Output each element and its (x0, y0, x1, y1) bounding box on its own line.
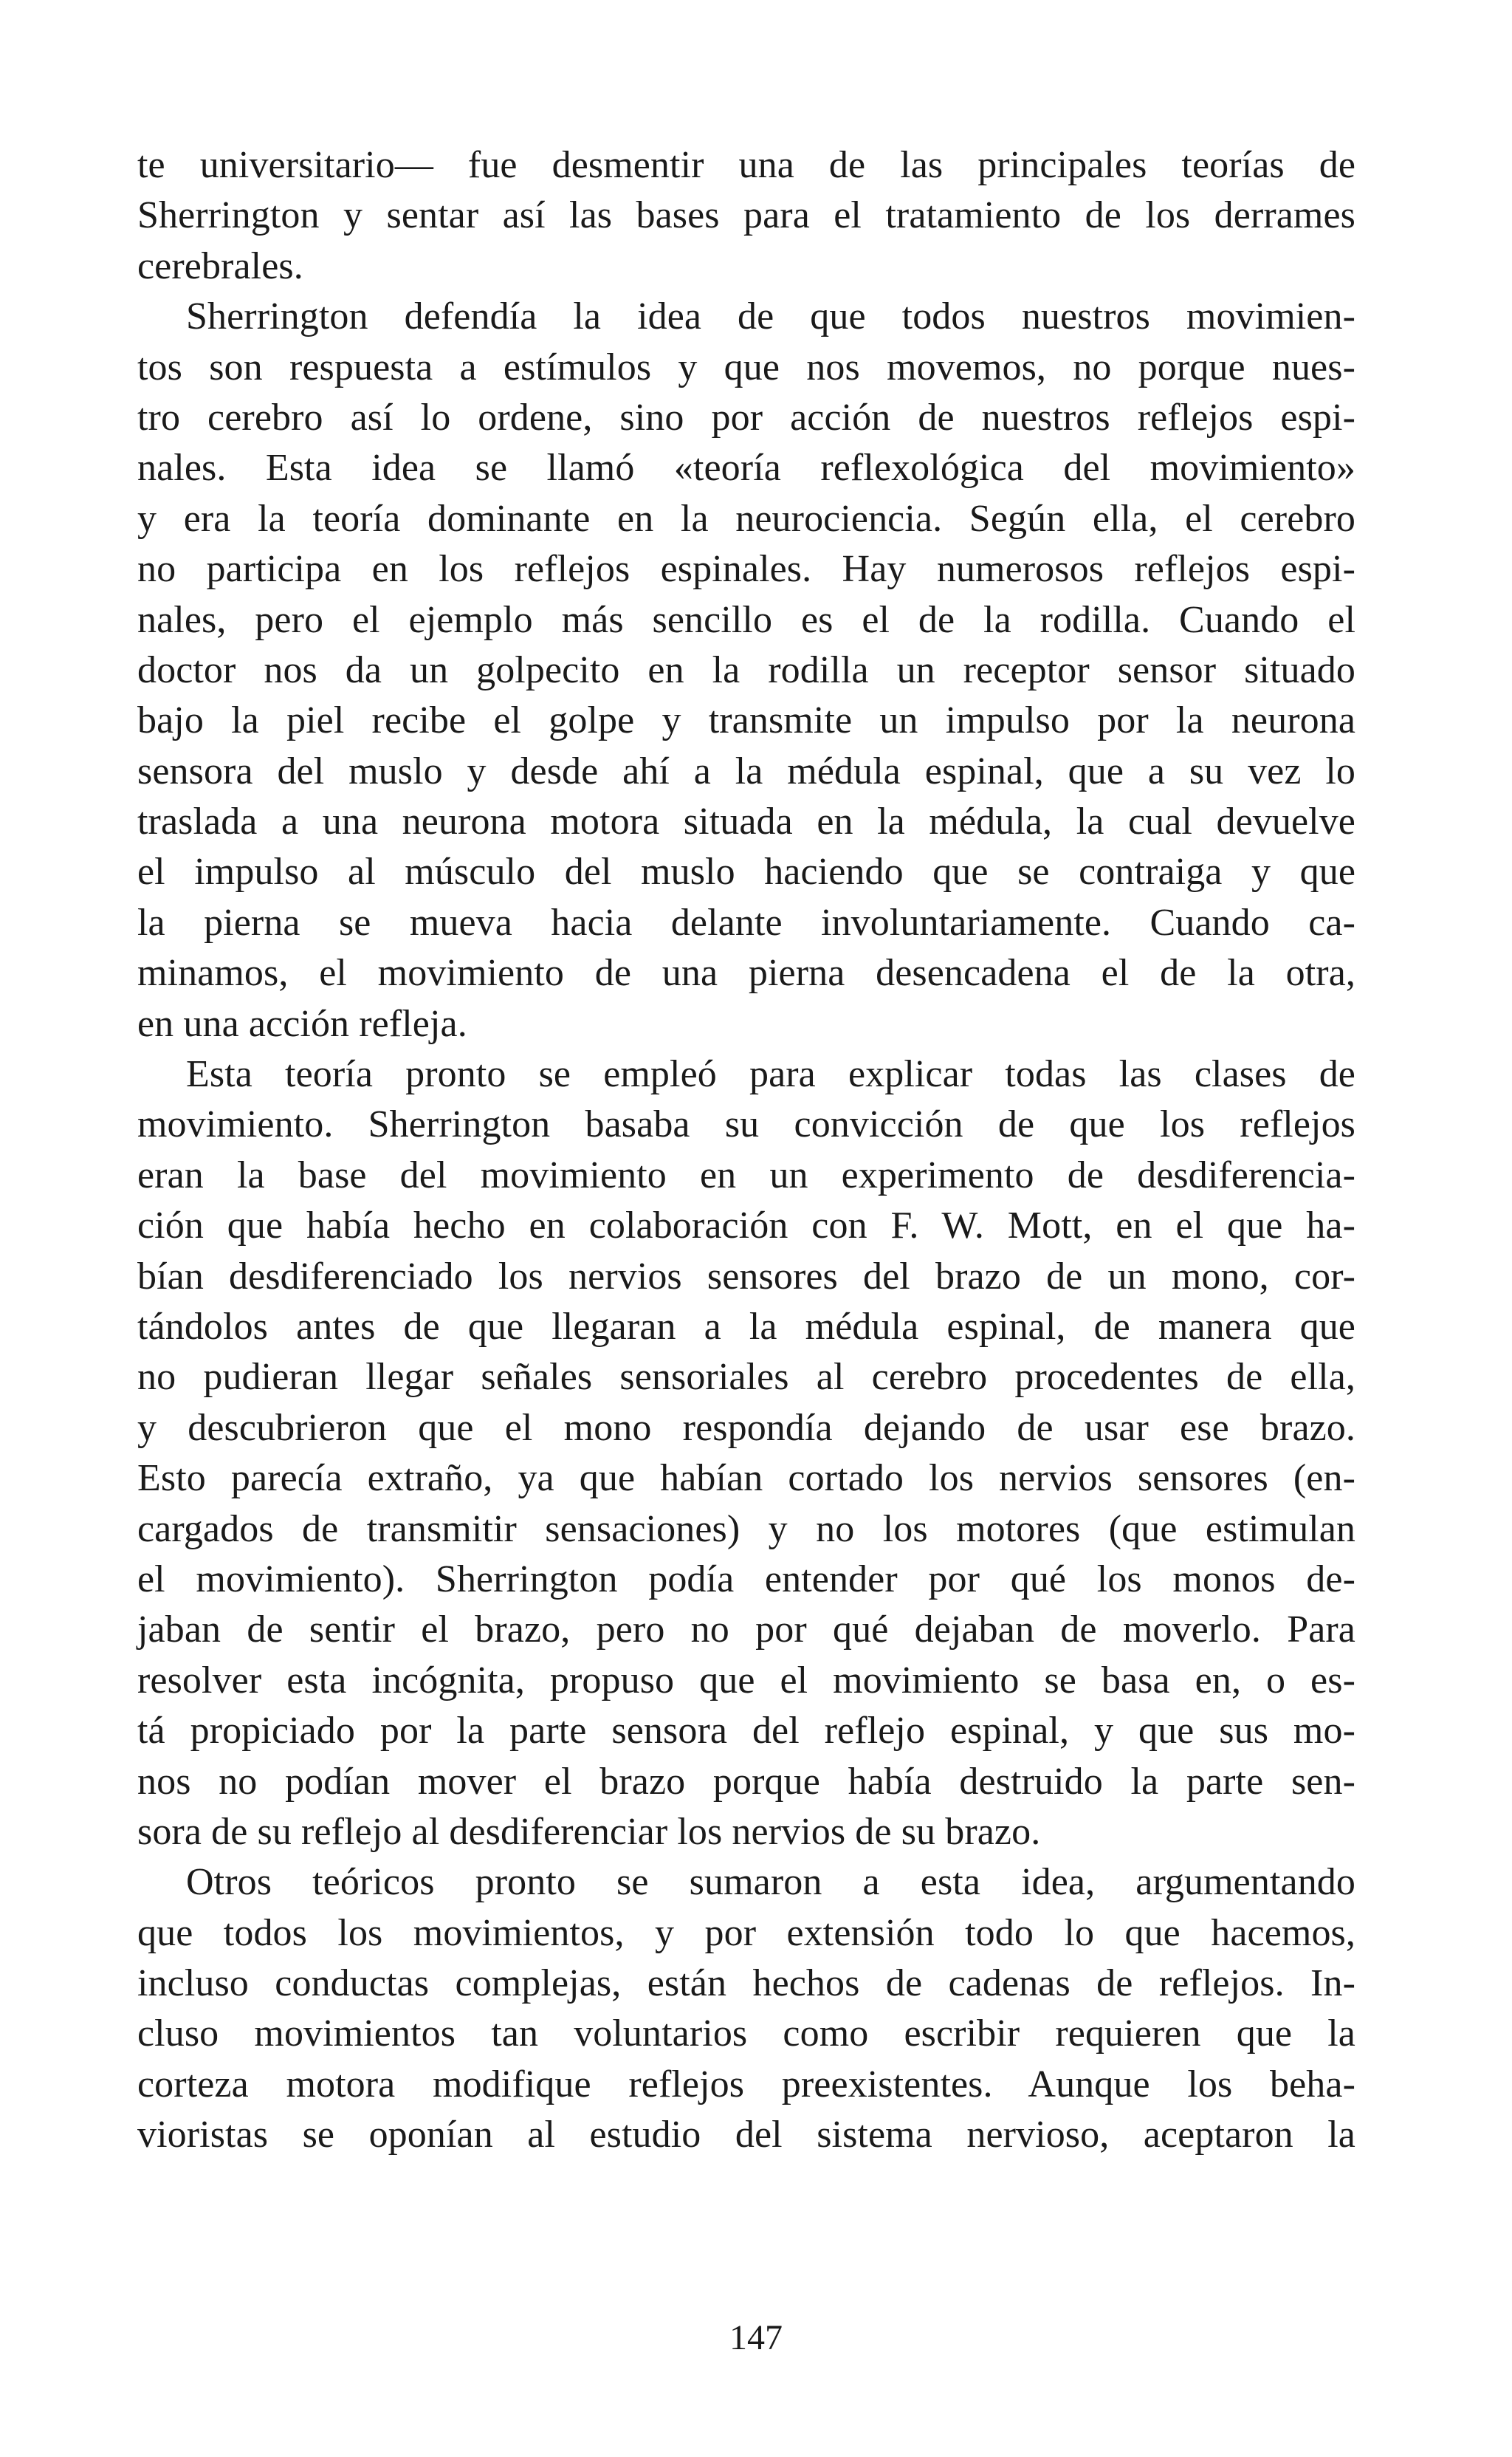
text-line: Sherrington defendía la idea de que todos nuestros movimien- (186, 295, 1355, 338)
text-line: Esto parecía extraño, ya que habían cortado los nervios sensores (en- (137, 1457, 1355, 1500)
text-line: la pierna se mueva hacia delante involuntariamente. Cuando ca- (137, 901, 1355, 944)
text-line: y descubrieron que el mono respondía dejando de usar ese brazo. (137, 1406, 1355, 1449)
text-line: nales, pero el ejemplo más sencillo es el de la rodilla. Cuando el (137, 598, 1355, 641)
text-line: bían desdiferenciado los nervios sensores del brazo de un mono, cor- (137, 1255, 1355, 1298)
text-line: nos no podían mover el brazo porque había destruido la parte sen- (137, 1760, 1355, 1803)
text-line: movimiento. Sherrington basaba su convicción de que los reflejos (137, 1103, 1355, 1146)
text-line: cargados de transmitir sensaciones) y no los motores (que estimulan (137, 1507, 1355, 1550)
text-line: sora de su reflejo al desdiferenciar los nervios de su brazo. (137, 1810, 1041, 1853)
book-page-body (137, 140, 1355, 2161)
text-line: Sherrington y sentar así las bases para el tratamiento de los derrames (137, 194, 1355, 237)
text-line: el movimiento). Sherrington podía entender por qué los monos de- (137, 1558, 1355, 1600)
text-line: corteza motora modifique reflejos preexistentes. Aunque los beha- (137, 2063, 1355, 2105)
text-line: tá propiciado por la parte sensora del reflejo espinal, y que sus mo- (137, 1710, 1355, 1752)
text-line: traslada a una neurona motora situada en la médula, la cual devuelve (137, 801, 1355, 843)
text-line: Esta teoría pronto se empleó para explicar todas las clases de (186, 1053, 1355, 1096)
text-line: nales. Esta idea se llamó «teoría reflexológica del movimiento» (137, 447, 1355, 490)
text-line: eran la base del movimiento en un experimento de desdiferencia- (137, 1154, 1355, 1196)
text-line: Otros teóricos pronto se sumaron a esta idea, argumentando (186, 1861, 1355, 1904)
text-line: jaban de sentir el brazo, pero no por qué dejaban de moverlo. Para (137, 1608, 1355, 1651)
text-line: en una acción refleja. (137, 1002, 467, 1045)
text-line: vioristas se oponían al estudio del sistema nervioso, aceptaron la (137, 2114, 1355, 2156)
text-line: bajo la piel recibe el golpe y transmite un impulso por la neurona (137, 699, 1355, 742)
text-line: no pudieran llegar señales sensoriales al cerebro procedentes de ella, (137, 1356, 1355, 1399)
text-line: cluso movimientos tan voluntarios como escribir requieren que la (137, 2012, 1355, 2055)
text-line: tos son respuesta a estímulos y que nos movemos, no porque nues- (137, 346, 1355, 388)
page-number: 147 (729, 2318, 783, 2357)
text-line: tándolos antes de que llegaran a la médula espinal, de manera que (137, 1305, 1355, 1348)
text-line: sensora del muslo y desde ahí a la médula espinal, que a su vez lo (137, 750, 1355, 792)
text-line: y era la teoría dominante en la neurociencia. Según ella, el cerebro (137, 497, 1355, 540)
text-line: minamos, el movimiento de una pierna desencadena el de la otra, (137, 952, 1355, 995)
text-line: no participa en los reflejos espinales. Hay numerosos reflejos espi- (137, 548, 1355, 591)
text-line: el impulso al músculo del muslo haciendo que se contraiga y que (137, 851, 1355, 894)
text-line: te universitario— fue desmentir una de las principales teorías de (137, 144, 1355, 186)
text-line: ción que había hecho en colaboración con F. W. Mott, en el que ha- (137, 1204, 1355, 1247)
text-line: resolver esta incógnita, propuso que el movimiento se basa en, o es- (137, 1659, 1355, 1702)
text-line: doctor nos da un golpecito en la rodilla un receptor sensor situado (137, 648, 1355, 691)
text-line: que todos los movimientos, y por extensión todo lo que hacemos, (137, 1911, 1355, 1954)
text-line: tro cerebro así lo ordene, sino por acción de nuestros reflejos espi- (137, 396, 1355, 439)
text-line: cerebrales. (137, 244, 303, 287)
text-line: incluso conductas complejas, están hechos de cadenas de reflejos. In- (137, 1962, 1355, 2005)
